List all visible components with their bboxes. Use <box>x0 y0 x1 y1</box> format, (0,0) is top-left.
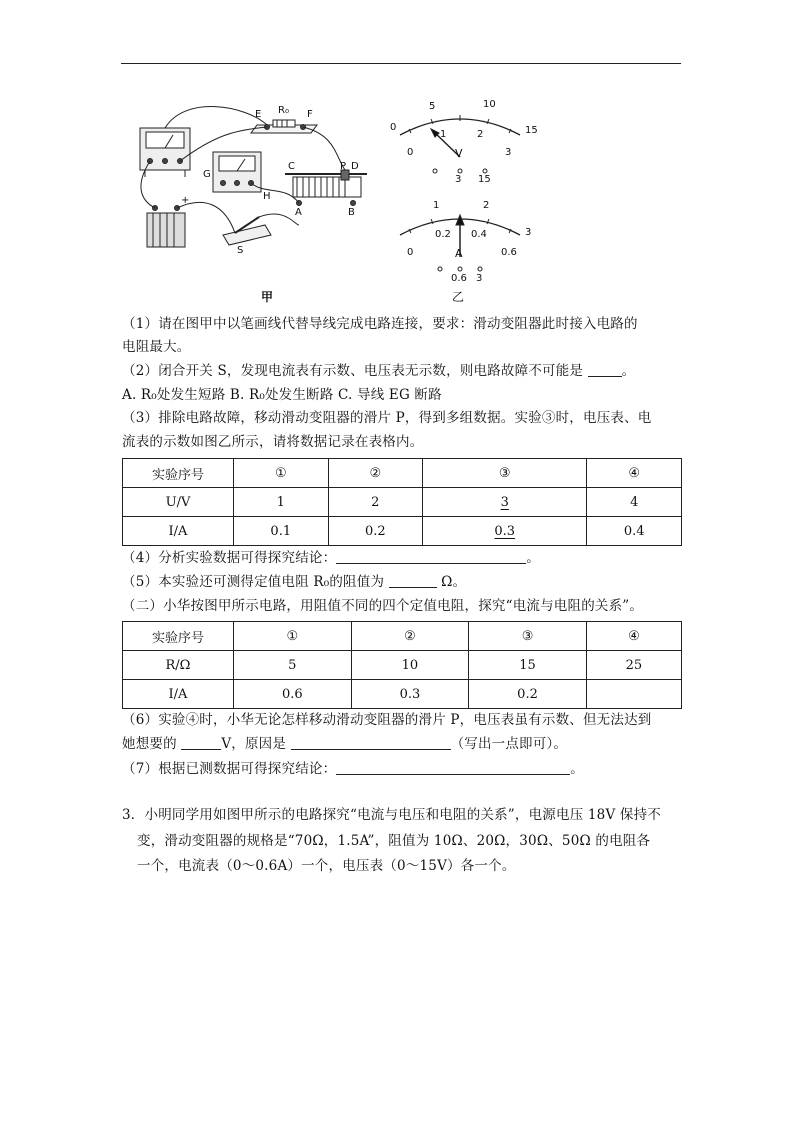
figure-label-jia: 甲 <box>261 290 274 304</box>
table-cell: ③ <box>423 459 587 488</box>
question-6-a: 她想要的 <box>122 736 177 752</box>
v-bot-1: 1 <box>440 129 447 140</box>
answer-blank-5[interactable] <box>389 573 437 588</box>
v-bot-3: 3 <box>505 147 512 158</box>
question-4-end: 。 <box>526 550 540 566</box>
a-top-3: 3 <box>525 227 532 238</box>
question-7-text: （7）根据已测数据可得探究结论： <box>122 761 337 777</box>
question-5-text: （5）本实验还可测得定值电阻 R₀的阻值为 <box>122 574 385 590</box>
question-2-text: （2）闭合开关 S，发现电流表有示数、电压表无示数，则电路故障不可能是 <box>122 363 584 379</box>
figure-label-yi: 乙 <box>452 290 465 304</box>
v-bot-0: 0 <box>407 147 414 158</box>
answer-blank-7[interactable] <box>336 760 570 775</box>
table-1-header <box>123 459 682 488</box>
table-1 <box>122 458 682 546</box>
problem-3-line-3: 一个，电流表（0～0.6A）一个，电压表（0～15V）各一个。 <box>137 858 516 874</box>
question-1-line-2: 电阻最大。 <box>122 339 191 355</box>
rheostat <box>285 170 367 206</box>
question-2 <box>122 362 635 380</box>
v-top-15: 15 <box>525 125 538 136</box>
table-cell <box>423 517 587 546</box>
v-term-3: 3 <box>455 174 462 185</box>
question-3-line-1: （3）排除电路故障，移动滑动变阻器的滑片 P，得到多组数据。实验③时，电压表、电 <box>122 410 652 426</box>
table-cell: U/V <box>123 488 234 517</box>
table-cell: 0.6 <box>234 680 352 709</box>
table-cell: ② <box>328 459 423 488</box>
circuit-diagram <box>135 95 555 310</box>
label-p: P <box>340 161 347 172</box>
question-4-text: （4）分析实验数据可得探究结论： <box>122 550 337 566</box>
table-cell-empty[interactable] <box>586 680 681 709</box>
label-g: G <box>203 169 211 180</box>
question-6-c: （写出一点即可）。 <box>450 736 568 752</box>
v-top-5: 5 <box>429 101 436 112</box>
table-cell: 实验序号 <box>123 622 234 651</box>
question-5 <box>122 573 466 591</box>
a-term-06: 0.6 <box>451 273 467 284</box>
a-symbol: A <box>455 247 463 260</box>
question-2-end: 。 <box>621 363 636 379</box>
question-5-unit: Ω。 <box>441 574 467 590</box>
switch <box>223 217 271 245</box>
table-2 <box>122 621 682 709</box>
answer-i3[interactable]: 0.3 <box>494 523 516 539</box>
question-4 <box>122 549 540 567</box>
a-term-3: 3 <box>476 273 483 284</box>
table-cell: 5 <box>234 651 352 680</box>
voltmeter-dial <box>400 115 520 173</box>
label-r0: R₀ <box>278 105 289 116</box>
table-row <box>123 517 682 546</box>
v-term-15: 15 <box>478 174 491 185</box>
question-6-line-1: （6）实验④时，小华无论怎样移动滑动变阻器的滑片 P，电压表虽有示数、但无法达到 <box>122 712 652 728</box>
table-row <box>123 488 682 517</box>
question-7-end: 。 <box>570 761 584 777</box>
table-row <box>123 651 682 680</box>
table-cell: 0.4 <box>587 517 682 546</box>
label-c: C <box>288 161 295 172</box>
question-7 <box>122 760 584 778</box>
a-top-2: 2 <box>483 200 490 211</box>
a-bot-0: 0 <box>407 247 414 258</box>
table-cell: 0.3 <box>351 680 469 709</box>
a-bot-02: 0.2 <box>435 229 451 240</box>
label-b: B <box>348 207 355 218</box>
table-cell: ① <box>234 622 352 651</box>
table-cell: 0.2 <box>328 517 423 546</box>
answer-blank-4[interactable] <box>336 549 526 564</box>
table-cell <box>423 488 587 517</box>
part-2-intro: （二）小华按图甲所示电路，用阻值不同的四个定值电阻，探究“电流与电阻的关系”。 <box>122 598 644 614</box>
table-cell: 25 <box>586 651 681 680</box>
v-top-10: 10 <box>483 99 496 110</box>
label-plus: + <box>181 195 190 206</box>
table-cell: ④ <box>587 459 682 488</box>
label-f: F <box>307 109 313 120</box>
question-3-line-2: 流表的示数如图乙所示，请将数据记录在表格内。 <box>122 434 424 450</box>
table-cell: 2 <box>328 488 423 517</box>
table-cell: ④ <box>586 622 681 651</box>
question-1-line-1: （1）请在图甲中以笔画线代替导线完成电路连接，要求：滑动变阻器此时接入电路的 <box>122 316 638 332</box>
table-cell: ③ <box>469 622 587 651</box>
table-cell: 1 <box>234 488 329 517</box>
table-cell: I/A <box>123 517 234 546</box>
table-cell: 实验序号 <box>123 459 234 488</box>
voltmeter-device <box>213 152 261 192</box>
table-cell: ② <box>351 622 469 651</box>
table-row <box>123 680 682 709</box>
label-s: S <box>237 245 244 256</box>
question-2-options: A. R₀处发生短路 B. R₀处发生断路 C. 导线 EG 断路 <box>122 387 442 403</box>
label-a: A <box>295 207 302 218</box>
table-cell: 0.1 <box>234 517 329 546</box>
header-rule <box>121 63 681 64</box>
table-cell: 4 <box>587 488 682 517</box>
v-top-0: 0 <box>390 122 397 133</box>
resistor-r0 <box>251 120 317 133</box>
label-e: E <box>255 109 262 120</box>
a-top-1: 1 <box>433 200 440 211</box>
v-symbol: V <box>455 147 463 160</box>
v-bot-2: 2 <box>477 129 484 140</box>
a-bot-06: 0.6 <box>501 247 517 258</box>
table-cell: ① <box>234 459 329 488</box>
problem-3-line-2: 变，滑动变阻器的规格是“70Ω，1.5A”，阻值为 10Ω、20Ω，30Ω、50Ω 的电阻各 <box>137 833 651 849</box>
label-d: D <box>351 161 359 172</box>
answer-blank-6a[interactable] <box>181 735 221 750</box>
table-cell: 0.2 <box>469 680 587 709</box>
ammeter-device <box>140 128 190 177</box>
label-h: H <box>263 191 271 202</box>
table-cell: 15 <box>469 651 587 680</box>
a-bot-04: 0.4 <box>471 229 487 240</box>
table-cell: 10 <box>351 651 469 680</box>
ammeter-dial <box>400 215 520 271</box>
answer-blank-6b[interactable] <box>291 735 451 750</box>
table-2-header <box>123 622 682 651</box>
battery <box>147 206 185 248</box>
question-6-b: V，原因是 <box>221 736 287 752</box>
answer-u3[interactable]: 3 <box>500 494 509 510</box>
table-cell: I/A <box>123 680 234 709</box>
circuit-figure <box>135 95 555 310</box>
table-cell: R/Ω <box>123 651 234 680</box>
problem-3-line-1: 3．小明同学用如图甲所示的电路探究“电流与电压和电阻的关系”，电源电压 18V 保持不 <box>122 807 662 823</box>
answer-blank-2[interactable] <box>588 362 622 377</box>
question-6-line-2 <box>122 735 567 753</box>
